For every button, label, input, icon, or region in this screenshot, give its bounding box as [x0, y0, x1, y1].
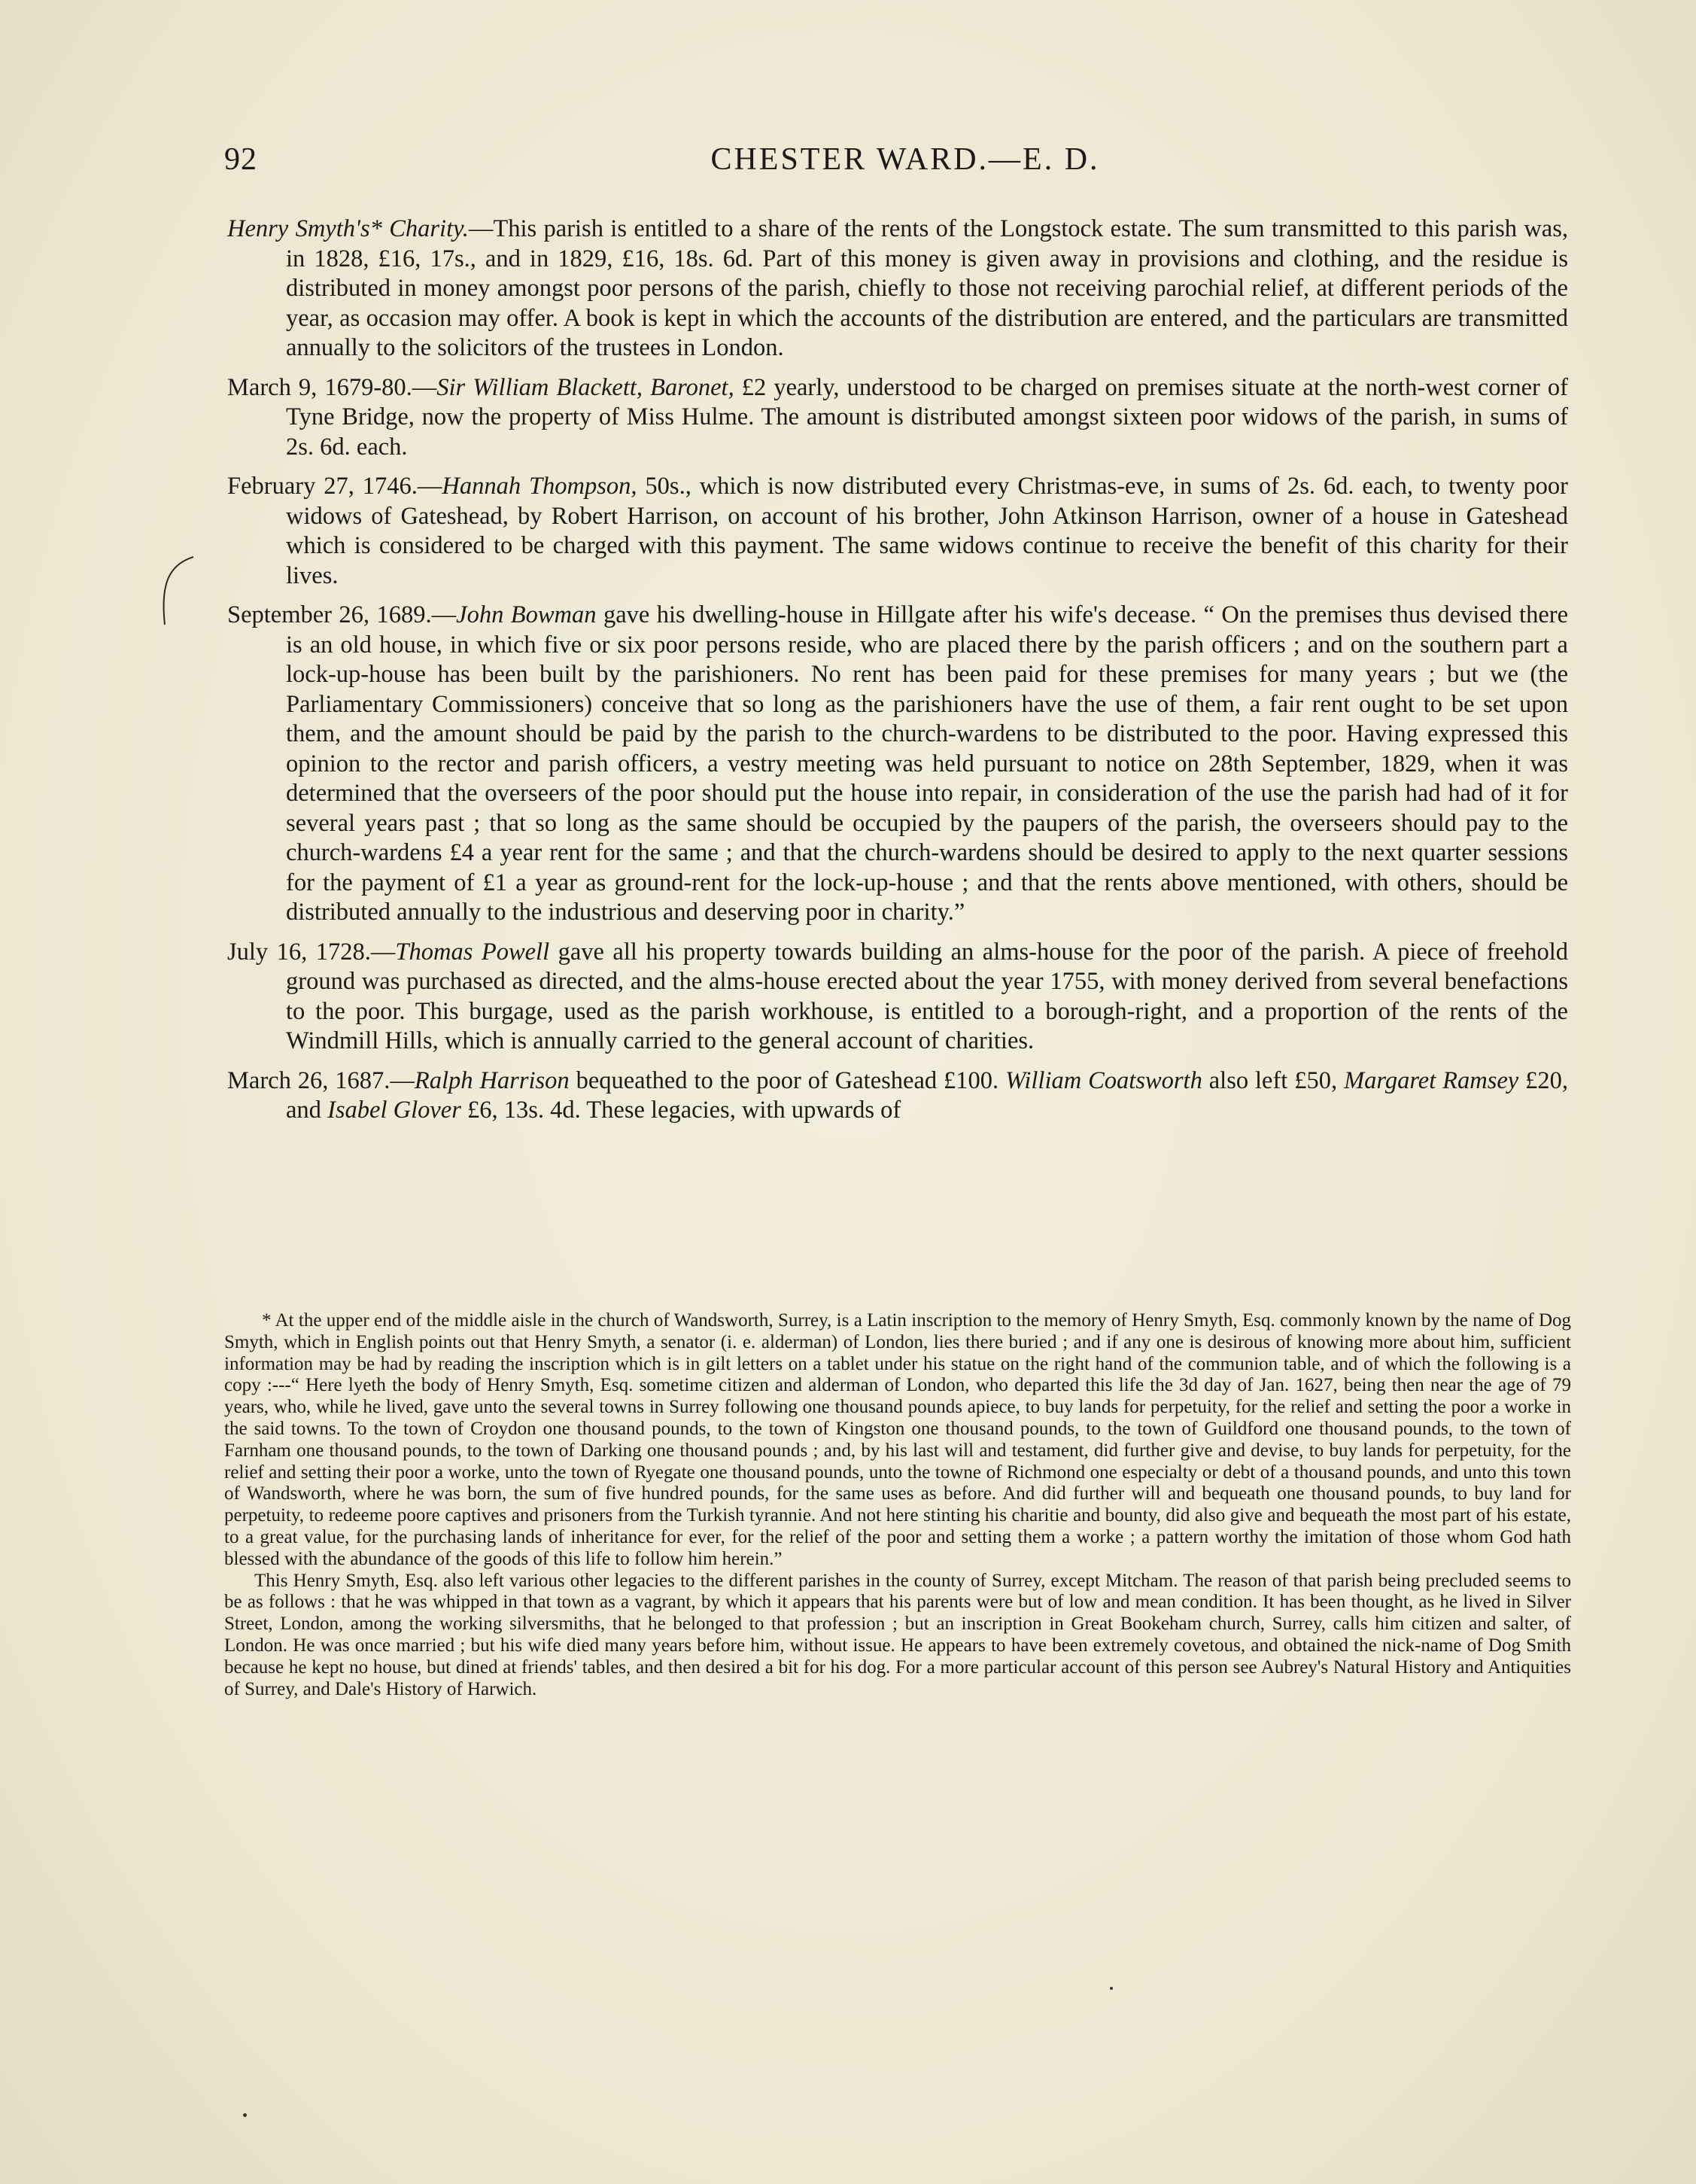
entry-text: £20, and [286, 1066, 1569, 1124]
entry-text: 50s., which is now distributed every Christmas-eve, in sums of 2s. 6d. each, to twenty poor widows of Gateshead, by Robert Harrison, on account of his brother, John Atkinson Harrison, owner of a house in Gateshead which is considered to be charged with this payment. The same widows continue to receive the benefit of this charity for their lives. [286, 473, 1568, 589]
benefactor-name: Margaret Ramsey [1344, 1066, 1519, 1094]
entry-text: bequeathed to the poor of Gateshead £100. [569, 1066, 1006, 1094]
entry-date: March 26, 1687.— [227, 1066, 415, 1094]
benefactor-name: John Bowman [456, 601, 597, 628]
charity-entries [227, 214, 1568, 1136]
speck-mark [1110, 1987, 1113, 1990]
entry-text: also left £50, [1202, 1066, 1345, 1094]
benefactor-name: William Coatsworth [1005, 1066, 1202, 1094]
benefactor-name: Thomas Powell [395, 938, 550, 966]
entry-text: gave his dwelling-house in Hillgate after his wife's decease. “ On the premises thus devised there is an old house, in which five or six poor persons reside, who are placed there by the parish officers ; and on the southern part a lock-up-house has been built by the parishioners. No rent has been paid for these premises for many years ; but we (the Parliamentary Commissioners) conceive that so long as the parishioners have the use of them, a fair rent ought to be set upon them, and the amount should be paid by the parish to the church-wardens to be distributed to the poor. Having expressed this opinion to the rector and parish officers, a vestry meeting was held pursuant to notice on 28th September, 1829, when it was determined that the overseers of the poor should put the house into repair, in consideration of the use the parish had had of it for several years past ; that so long as the same should be occupied by the paupers of the parish, the overseers should pay to the church-wardens £4 a year rent for the same ; and that the church-wardens should be desired to apply to the next quarter sessions for the payment of £1 a year as ground-rent for the lock-up-house ; and that the rents above mentioned, with others, should be distributed annually to the industrious and deserving poor in charity.” [286, 601, 1569, 926]
benefactor-name: Henry Smyth's* Charity. [227, 215, 469, 242]
entry-date: September 26, 1689.— [227, 601, 457, 628]
footnote-henry-smyth-legacies: This Henry Smyth, Esq. also left various other legacies to the different parishes in the county of Surrey, except Mitcham. The reason of that parish being precluded seems to be as follows : that he was whipped in that town as a vagrant, by which it appears that his parents were but of low and mean condition. It has been thought, as he lived in Silver Street, London, among the working silversmiths, that he belonged to that profession ; but an inscription in Great Bookeham church, Surrey, calls him citizen and salter, of London. He was once married ; but his wife died many years before him, without issue. He appears to have been extremely covetous, and obtained the nick-name of Dog Smith because he kept no house, but dined at friends' tables, and then desired a bit for his dog. For a more particular account of this person see Aubrey's Natural History and Antiquities of Surrey, and Dale's History of Harwich. [224, 1570, 1571, 1699]
entry-text: —This parish is entitled to a share of the rents of the Longstock estate. The sum transmitted to this parish was, in 1828, £16, 17s., and in 1829, £16, 18s. 6d. Part of this money is given away in provisions and clothing, and the residue is distributed in money amongst poor persons of the parish, chiefly to those not receiving parochial relief, at different periods of the year, as occasion may offer. A book is kept in which the accounts of the distribution are entered, and the particulars are transmitted annually to the solicitors of the trustees in London. [286, 215, 1568, 361]
entry-text: gave all his property towards building an alms-house for the poor of the parish. A piece of freehold ground was purchased as directed, and the alms-house erected about the year 1755, with money derived from several benefactions to the poor. This burgage, used as the parish workhouse, is entitled to a borough-right, and a proportion of the rents of the Windmill Hills, which is annually carried to the general account of charities. [286, 938, 1568, 1054]
speck-mark [243, 2113, 247, 2117]
entry-text: £6, 13s. 4d. These legacies, with upwards of [460, 1097, 901, 1124]
entry-thomas-powell [227, 938, 1568, 1057]
margin-pencil-mark [154, 553, 199, 628]
benefactor-name: Isabel Glover [327, 1097, 461, 1124]
entry-date: February 27, 1746.— [227, 473, 442, 500]
entry-date: July 16, 1728.— [227, 938, 396, 966]
footnotes [224, 1310, 1571, 1700]
benefactor-name: Ralph Harrison [414, 1066, 570, 1094]
entry-ralph-harrison [227, 1066, 1568, 1126]
entry-text: £2 yearly, understood to be charged on premises situate at the north-west corner of Tyne Bridge, now the property of Miss Hulme. The amount is distributed amongst sixteen poor widows of the parish, in sums of 2s. 6d. each. [286, 373, 1568, 461]
running-title: CHESTER WARD.—E. D. [710, 142, 1100, 177]
entry-john-bowman [227, 601, 1568, 928]
footnote-henry-smyth-inscription: * At the upper end of the middle aisle in the church of Wandsworth, Surrey, is a Latin inscription to the memory of Henry Smyth, Esq. commonly known by the name of Dog Smyth, which in English points out that Henry Smyth, a senator (i. e. alderman) of London, lies there buried ; and if any one is desirous of knowing more about him, sufficient information may be had by reading the inscription which is in gilt letters on a tablet under his statue on the right hand of the communion table, and of which the following is a copy :---“ Here lyeth the body of Henry Smyth, Esq. sometime citizen and alderman of London, who departed this life the 3d day of Jan. 1627, being then near the age of 79 years, who, while he lived, gave unto the several towns in Surrey following one thousand pounds apiece, to buy lands for perpetuity, for the relief and setting the poor a worke in the said towns. To the town of Croydon one thousand pounds, to the town of Kingston one thousand pounds, to the town of Guildford one thousand pounds, to the town of Farnham one thousand pounds, to the town of Darking one thousand pounds ; and, by his last will and testament, did further give and devise, to buy lands for perpetuity, for the relief and setting their poor a worke, unto the town of Ryegate one thousand pounds, unto the towne of Richmond one especialty or debt of a thousand pounds, and unto this town of Wandsworth, where he was born, the sum of five hundred pounds, for the same uses as before. And did further will and bequeath one thousand pounds, to buy land for perpetuity, to redeeme poore captives and prisoners from the Turkish tyrannie. And not here stinting his charitie and bounty, did also give and bequeath the most part of his estate, to a great value, for the purchasing lands of inheritance for ever, for the relief of the poor and setting them a worke ; a pattern worthy the imitation of those whom God hath blessed with the abundance of the goods of this life to follow him herein.” [224, 1310, 1571, 1569]
running-header [224, 141, 1571, 187]
entry-date: March 9, 1679-80.— [227, 373, 437, 401]
entry-william-blackett [227, 373, 1568, 463]
entry-hannah-thompson [227, 472, 1568, 591]
page-number: 92 [224, 142, 257, 177]
benefactor-name: Hannah Thompson, [442, 473, 637, 500]
entry-henry-smyth [227, 214, 1568, 363]
benefactor-name: Sir William Blackett, Baronet, [436, 373, 734, 401]
